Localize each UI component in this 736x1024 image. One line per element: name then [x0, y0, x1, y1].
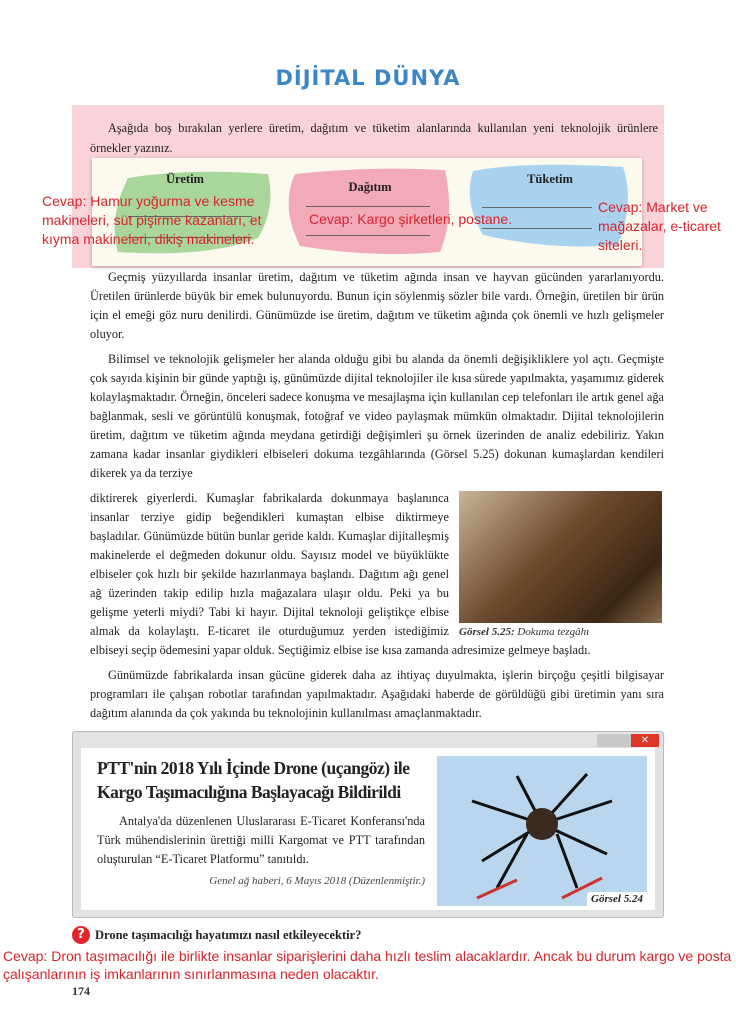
- question-row: [72, 926, 664, 944]
- drone-caption: Görsel 5.24: [587, 892, 647, 906]
- paragraph-4: Günümüzde fabrikalarda insan gücüne giderek daha az ihtiyaç duyulmakta, işlerin birçoğu çeşitli bilgisayar programları ile çalışan robotlar tarafından yapılmaktadır. Aşağıdaki haberde de görüldüğü gibi üretimin yanı sıra dağıtım alanında da çok yakında bu teknolojinin kullanılması amaçlanmaktadır.: [90, 668, 664, 720]
- question-icon: ?: [72, 926, 90, 944]
- column-label-uretim: Üretim: [166, 172, 204, 186]
- loom-caption: [459, 626, 664, 638]
- news-window: [72, 731, 664, 918]
- loom-section: [90, 489, 664, 660]
- answer-uretim: Cevap: Hamur yoğurma ve kesme makineleri, süt pişirme kazanları, et kıyma makineleri, dikiş makineleri.: [42, 193, 262, 247]
- paragraph-1: Geçmiş yüzyıllarda insanlar üretim, dağıtım ve tüketim ağında insan ve hayvan gücünden yararlanıyordu. Üretilen ürünlerde büyük bir emek bulunuyordu. Bunun için söylenmiş sözler bile vardı. Örneğin, üretilen bir ürün için el emeği göz nuru denilirdi. Günümüzde ise üretim, dağıtım ve tüketim ağında çok önemli ve hızlı gelişmeler oluyor.: [90, 270, 664, 341]
- news-body: Antalya'da düzenlenen Uluslararası E-Ticaret Konferansı'nda Türk mühendislerinin ürettiği milli Kargomat ve PTT tarafından oluşturulan “E-Ticaret Platformu” tanıtıldı.: [97, 814, 425, 866]
- column-label-dagitim: Dağıtım: [348, 180, 392, 194]
- activity-instruction: Aşağıda boş bırakılan yerlere üretim, dağıtım ve tüketim alanlarında kullanılan yeni teknolojik ürünlere örnekler yazınız.: [90, 121, 658, 155]
- answer-line: [482, 207, 592, 208]
- drone-image: [437, 756, 647, 906]
- window-minmax-buttons[interactable]: [597, 734, 631, 747]
- news-headline: PTT'nin 2018 Yılı İçinde Drone (uçangöz) ile Kargo Taşımacılığına Başlayacağı Bildirildi: [97, 758, 410, 802]
- answer-dagitim: Cevap: Kargo şirketleri, postane.: [309, 211, 513, 227]
- news-text: [97, 756, 425, 906]
- loom-figure: [459, 491, 664, 638]
- loom-image: [459, 491, 662, 623]
- news-content: [81, 748, 655, 910]
- window-controls: [597, 734, 659, 747]
- question-text: Drone taşımacılığı hayatımızı nasıl etkileyecektir?: [95, 927, 362, 942]
- news-source: Genel ağ haberi, 6 Mayıs 2018 (Düzenlenmiştir.): [209, 875, 425, 887]
- answer-tuketim: Cevap: Market ve mağazalar, e-ticaret siteleri.: [598, 199, 721, 253]
- answer-line: [306, 235, 430, 236]
- page-title: DİJİTAL DÜNYA: [275, 66, 461, 90]
- answer-line: [306, 206, 430, 207]
- answer-text: Cevap: Dron taşımacılığı ile birlikte insanlar siparişlerini daha hızlı teslim alacaklardır. Ancak bu durum kargo ve posta çalışanlarının iş imkanlarının sınırlanmasına neden olacaktır.: [3, 948, 732, 982]
- paragraph-3: diktirerek giyerlerdi. Kumaşlar fabrikalarda dokunmaya başlanınca insanlar terziye gidip beğendikleri kumaştan elbise diktirmeye başladılar. Günümüzde bütün bunlar geride kaldı. Kumaşlar dijitalleşmiş makinelerde el değmeden dokunur oldu. Sayısız model ve büyüklükte elbiseler çok hızlı bir şekilde hazırlanmaya başlandı. Dağıtım ağı genel ağ üzerinden takip edilip hızla mağazalara ulaşır oldu. Peki ya bu gelişme yeterli miydi? Tabi ki hayır. Dijital teknoloji geliştikçe elbise almak da kolaylaştı. E-ticaret ile oturduğumuz yerden istediğimiz elbiseyi seçip ödemesini yapar olduk. Seçtiğimiz elbise ise kısa zamanda adresimize gelmeye başladı.: [90, 491, 591, 657]
- page-number: 174: [72, 984, 90, 998]
- loom-caption-text: Dokuma tezgâhı: [514, 626, 590, 638]
- main-content: [3, 268, 732, 999]
- drone-figure: [437, 756, 647, 906]
- column-label-tuketim: Tüketim: [527, 172, 573, 186]
- paragraph-2: Bilimsel ve teknolojik gelişmeler her alanda olduğu gibi bu alanda da önemli değişikliklere yol açtı. Geçmişte çok sayıda kişinin bir günde yaptığı iş, günümüzde dijital teknolojiler ile kısa sürede yapılmakta, yaşamımız giderek kolaylaşmaktadır. Örneğin, önceleri sadece konuşma ve mesajlaşma için kullanılan cep telefonları ile artık genel ağa bağlanmak, sesli ve görüntülü konuşmak, fotoğraf ve video paylaşmak mümkün olmaktadır. Dijital teknolojilerin üretim, dağıtım ve tüketim ağında meydana getirdiği değişimleri şu örnek üzerinden de analiz edebiliriz. Yakın zamana kadar insanlar giydikleri elbiseleri dokuma tezgâhlarında (Görsel 5.25) dokunan kumaşlardan kendileri dikerek ya da terziye: [90, 352, 664, 480]
- loom-caption-label: Görsel 5.25:: [459, 626, 515, 638]
- close-icon[interactable]: ✕: [631, 734, 659, 747]
